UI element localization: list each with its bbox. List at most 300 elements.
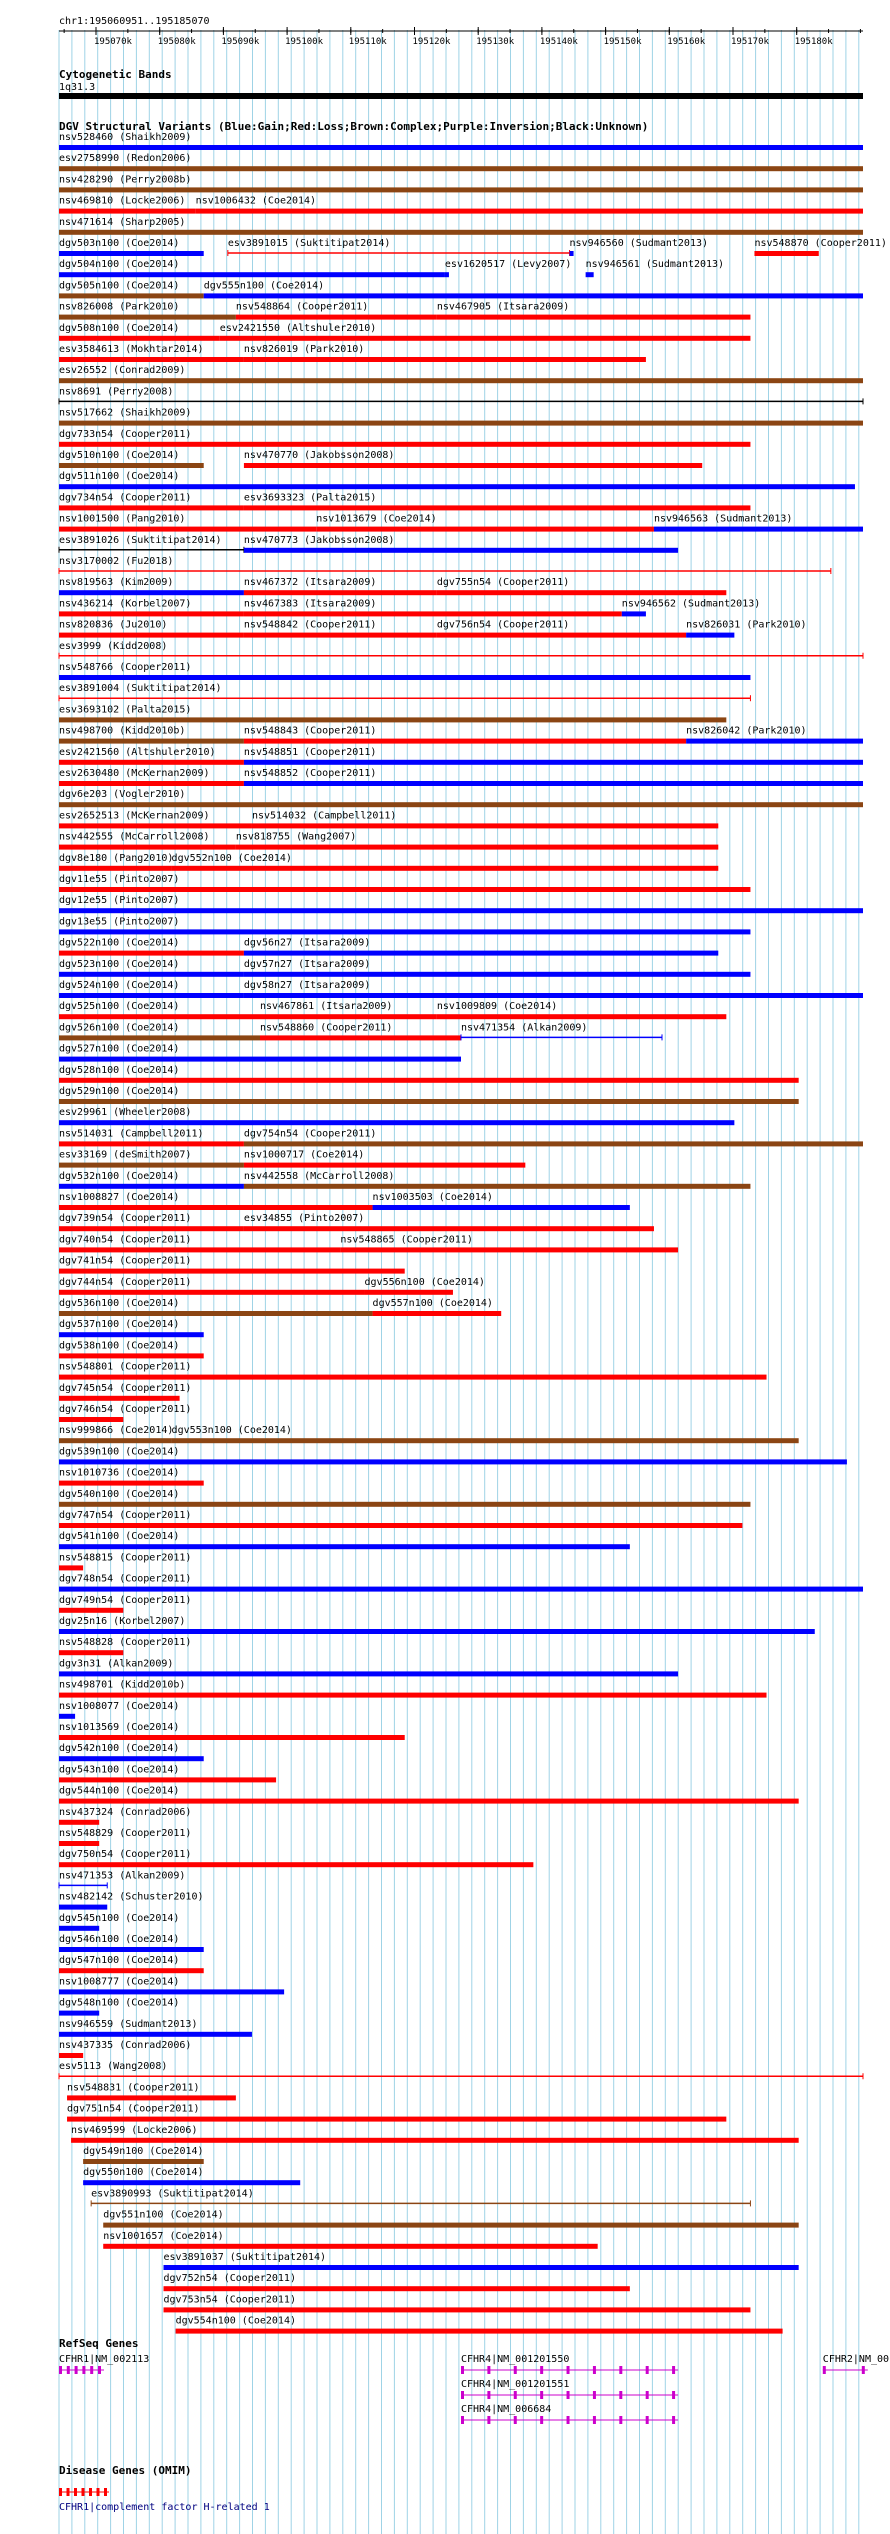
- dgv-variant-label[interactable]: esv3999 (Kidd2008): [59, 640, 168, 652]
- dgv-variant-label[interactable]: dgv747n54 (Cooper2011): [59, 1510, 192, 1521]
- dgv-variant-bar[interactable]: [437, 633, 686, 638]
- dgv-variant-label[interactable]: dgv13e55 (Pinto2007): [59, 916, 180, 928]
- dgv-variant-bar[interactable]: [59, 1565, 83, 1570]
- dgv-variant-bar[interactable]: [59, 1841, 99, 1846]
- dgv-variant-bar[interactable]: [59, 760, 244, 765]
- dgv-variant-bar[interactable]: [244, 951, 718, 956]
- dgv-variant-bar[interactable]: [220, 336, 751, 341]
- dgv-variant-bar[interactable]: [244, 1141, 863, 1146]
- dgv-variant-bar[interactable]: [244, 972, 751, 977]
- dgv-variant-bar[interactable]: [59, 1290, 365, 1295]
- dgv-variant-label[interactable]: nsv1006432 (Coe2014): [195, 195, 317, 207]
- dgv-variant-label[interactable]: dgv511n100 (Coe2014): [59, 471, 180, 483]
- dgv-variant-label[interactable]: nsv1008827 (Coe2014): [59, 1192, 180, 1203]
- dgv-variant-label[interactable]: nsv467861 (Itsara2009): [260, 1001, 393, 1013]
- dgv-variant-label[interactable]: dgv748n54 (Cooper2011): [59, 1573, 192, 1585]
- dgv-variant-bar[interactable]: [59, 1417, 123, 1422]
- dgv-variant-bar[interactable]: [59, 1905, 107, 1910]
- dgv-variant-label[interactable]: nsv946563 (Sudmant2013): [653, 513, 793, 525]
- dgv-variant-label[interactable]: dgv744n54 (Cooper2011): [59, 1276, 192, 1288]
- dgv-variant-label[interactable]: nsv442555 (McCarroll2008): [59, 831, 210, 843]
- dgv-variant-label[interactable]: nsv548829 (Cooper2011): [59, 1828, 192, 1839]
- dgv-variant-label[interactable]: dgv523n100 (Coe2014): [59, 958, 180, 970]
- dgv-variant-label[interactable]: nsv548870 (Cooper2011): [754, 238, 887, 249]
- dgv-variant-bar[interactable]: [59, 1862, 533, 1867]
- dgv-variant-bar[interactable]: [59, 2032, 252, 2037]
- dgv-variant-label[interactable]: dgv525n100 (Coe2014): [59, 1001, 180, 1013]
- dgv-variant-label[interactable]: dgv508n100 (Coe2014): [59, 322, 180, 334]
- dgv-variant-bar[interactable]: [244, 993, 863, 998]
- dgv-variant-bar[interactable]: [59, 1057, 461, 1062]
- dgv-variant-bar[interactable]: [83, 2180, 300, 2185]
- dgv-variant-label[interactable]: nsv946559 (Sudmant2013): [59, 2018, 198, 2030]
- dgv-variant-bar[interactable]: [103, 2223, 798, 2228]
- dgv-variant-label[interactable]: nsv3170002 (Fu2018): [59, 556, 174, 567]
- dgv-variant-bar[interactable]: [340, 1247, 678, 1252]
- dgv-variant-bar[interactable]: [59, 336, 220, 341]
- dgv-variant-label[interactable]: nsv548843 (Cooper2011): [243, 725, 377, 737]
- dgv-variant-label[interactable]: dgv756n54 (Cooper2011): [436, 619, 570, 631]
- dgv-variant-label[interactable]: dgv504n100 (Coe2014): [59, 259, 180, 271]
- dgv-variant-label[interactable]: dgv751n54 (Cooper2011): [67, 2103, 200, 2115]
- dgv-variant-bar[interactable]: [59, 633, 244, 638]
- dgv-variant-bar[interactable]: [59, 272, 445, 277]
- dgv-variant-label[interactable]: nsv498700 (Kidd2010b): [59, 725, 186, 737]
- dgv-variant-label[interactable]: dgv532n100 (Coe2014): [59, 1170, 180, 1182]
- dgv-variant-label[interactable]: dgv56n27 (Itsara2009): [243, 937, 371, 949]
- dgv-variant-bar[interactable]: [176, 2329, 783, 2334]
- dgv-variant-label[interactable]: nsv514032 (Campbell2011): [251, 810, 397, 822]
- dgv-variant-label[interactable]: nsv471614 (Sharp2005): [59, 216, 186, 228]
- dgv-variant-bar[interactable]: [437, 590, 726, 595]
- dgv-variant-label[interactable]: dgv551n100 (Coe2014): [103, 2209, 224, 2221]
- dgv-variant-bar[interactable]: [244, 1184, 751, 1189]
- dgv-variant-label[interactable]: esv29961 (Wheeler2008): [59, 1107, 192, 1119]
- dgv-variant-bar[interactable]: [196, 209, 863, 214]
- dgv-variant-bar[interactable]: [67, 2095, 236, 2100]
- dgv-variant-label[interactable]: nsv436214 (Korbel2007): [59, 598, 192, 610]
- dgv-variant-bar[interactable]: [59, 590, 244, 595]
- dgv-variant-label[interactable]: nsv437335 (Conrad2006): [59, 2040, 192, 2051]
- dgv-variant-bar[interactable]: [59, 1099, 799, 1104]
- dgv-variant-bar[interactable]: [59, 845, 236, 850]
- dgv-variant-bar[interactable]: [59, 866, 172, 871]
- dgv-variant-bar[interactable]: [437, 315, 751, 320]
- dgv-variant-bar[interactable]: [244, 548, 678, 553]
- dgv-variant-label[interactable]: dgv749n54 (Cooper2011): [59, 1594, 192, 1606]
- dgv-variant-label[interactable]: esv1620517 (Levy2007): [444, 259, 572, 271]
- dgv-variant-bar[interactable]: [59, 1544, 630, 1549]
- dgv-variant-label[interactable]: nsv826019 (Park2010): [243, 344, 365, 355]
- dgv-variant-bar[interactable]: [59, 484, 855, 489]
- dgv-variant-label[interactable]: dgv549n100 (Coe2014): [83, 2146, 204, 2157]
- dgv-variant-bar[interactable]: [59, 251, 204, 256]
- dgv-variant-bar[interactable]: [59, 1163, 244, 1168]
- dgv-variant-label[interactable]: dgv3n31 (Alkan2009): [59, 1658, 174, 1670]
- dgv-variant-bar[interactable]: [59, 378, 863, 383]
- dgv-variant-label[interactable]: nsv818755 (Wang2007): [235, 831, 357, 843]
- dgv-variant-label[interactable]: dgv755n54 (Cooper2011): [436, 577, 570, 589]
- dgv-variant-label[interactable]: dgv539n100 (Coe2014): [59, 1446, 180, 1458]
- dgv-variant-bar[interactable]: [59, 442, 750, 447]
- dgv-variant-bar[interactable]: [59, 505, 244, 510]
- dgv-variant-bar[interactable]: [172, 1438, 799, 1443]
- dgv-variant-label[interactable]: dgv537n100 (Coe2014): [59, 1319, 180, 1331]
- dgv-variant-label[interactable]: dgv740n54 (Cooper2011): [59, 1234, 192, 1246]
- dgv-variant-label[interactable]: esv2652513 (McKernan2009): [59, 810, 210, 822]
- dgv-variant-bar[interactable]: [59, 1735, 405, 1740]
- dgv-variant-label[interactable]: nsv471353 (Alkan2009): [59, 1870, 186, 1882]
- dgv-variant-label[interactable]: nsv517662 (Shaikh2009): [59, 407, 192, 419]
- dgv-variant-label[interactable]: dgv57n27 (Itsara2009): [243, 958, 371, 970]
- dgv-variant-label[interactable]: nsv482142 (Schuster2010): [59, 1891, 204, 1903]
- dgv-variant-bar[interactable]: [654, 527, 863, 532]
- dgv-variant-label[interactable]: nsv528460 (Shaikh2009): [59, 132, 192, 143]
- dgv-variant-bar[interactable]: [260, 1035, 461, 1040]
- dgv-variant-bar[interactable]: [59, 887, 750, 892]
- dgv-variant-bar[interactable]: [59, 1205, 373, 1210]
- dgv-variant-bar[interactable]: [59, 1629, 815, 1634]
- dgv-variant-bar[interactable]: [59, 463, 204, 468]
- dgv-variant-label[interactable]: esv3891004 (Suktitipat2014): [59, 683, 222, 695]
- dgv-variant-label[interactable]: esv26552 (Conrad2009): [59, 365, 186, 377]
- dgv-variant-bar[interactable]: [59, 1311, 373, 1316]
- dgv-variant-label[interactable]: nsv826031 (Park2010): [686, 619, 807, 631]
- dgv-variant-label[interactable]: dgv746n54 (Cooper2011): [59, 1404, 192, 1415]
- dgv-variant-label[interactable]: nsv442558 (McCarroll2008): [243, 1170, 395, 1182]
- dgv-variant-bar[interactable]: [59, 1587, 863, 1592]
- dgv-variant-label[interactable]: nsv548766 (Cooper2011): [59, 662, 192, 673]
- dgv-variant-label[interactable]: esv34855 (Pinto2007): [243, 1213, 365, 1225]
- dgv-variant-label[interactable]: dgv553n100 (Coe2014): [171, 1425, 292, 1437]
- dgv-variant-label[interactable]: nsv946560 (Sudmant2013): [569, 238, 709, 249]
- dgv-variant-label[interactable]: dgv548n100 (Coe2014): [59, 1997, 180, 2009]
- cytoband-bar[interactable]: [59, 93, 863, 99]
- dgv-variant-label[interactable]: nsv469599 (Locke2006): [71, 2124, 198, 2136]
- dgv-variant-label[interactable]: dgv505n100 (Coe2014): [59, 280, 180, 292]
- dgv-variant-label[interactable]: dgv750n54 (Cooper2011): [59, 1849, 192, 1861]
- dgv-variant-label[interactable]: esv3693323 (Palta2015): [243, 492, 377, 504]
- dgv-variant-bar[interactable]: [59, 145, 863, 150]
- dgv-variant-label[interactable]: dgv745n54 (Cooper2011): [59, 1382, 192, 1394]
- dgv-variant-label[interactable]: dgv543n100 (Coe2014): [59, 1764, 180, 1776]
- dgv-variant-label[interactable]: dgv510n100 (Coe2014): [59, 450, 180, 461]
- dgv-variant-label[interactable]: nsv428290 (Perry2008b): [59, 174, 192, 186]
- dgv-variant-label[interactable]: dgv557n100 (Coe2014): [372, 1298, 493, 1309]
- dgv-variant-label[interactable]: nsv1013679 (Coe2014): [316, 513, 437, 525]
- refseq-gene-label[interactable]: CFHR1|NM_002113: [59, 2354, 150, 2365]
- dgv-variant-bar[interactable]: [59, 1608, 123, 1613]
- dgv-variant-label[interactable]: nsv548865 (Cooper2011): [340, 1234, 473, 1246]
- dgv-variant-label[interactable]: dgv555n100 (Coe2014): [203, 280, 325, 292]
- dgv-variant-bar[interactable]: [244, 760, 863, 765]
- dgv-variant-label[interactable]: dgv527n100 (Coe2014): [59, 1043, 180, 1055]
- dgv-variant-bar[interactable]: [59, 209, 196, 214]
- dgv-variant-bar[interactable]: [59, 187, 863, 192]
- dgv-variant-label[interactable]: dgv522n100 (Coe2014): [59, 937, 180, 949]
- dgv-variant-bar[interactable]: [244, 611, 622, 616]
- dgv-variant-bar[interactable]: [59, 1756, 204, 1761]
- refseq-gene-label[interactable]: CFHR2|NM_00: [822, 2354, 890, 2365]
- dgv-variant-label[interactable]: dgv552n100 (Coe2014): [171, 852, 292, 864]
- dgv-variant-bar[interactable]: [59, 2053, 83, 2058]
- dgv-variant-label[interactable]: nsv1010736 (Coe2014): [59, 1467, 180, 1479]
- dgv-variant-bar[interactable]: [67, 2117, 726, 2122]
- dgv-variant-bar[interactable]: [103, 2244, 597, 2249]
- dgv-variant-bar[interactable]: [686, 633, 734, 638]
- dgv-variant-bar[interactable]: [373, 1311, 502, 1316]
- dgv-variant-label[interactable]: dgv58n27 (Itsara2009): [243, 980, 371, 991]
- dgv-variant-label[interactable]: nsv819563 (Kim2009): [59, 577, 174, 589]
- dgv-variant-bar[interactable]: [59, 357, 244, 362]
- dgv-variant-label[interactable]: nsv437324 (Conrad2006): [59, 1806, 192, 1818]
- dgv-variant-bar[interactable]: [59, 823, 252, 828]
- dgv-variant-bar[interactable]: [59, 1481, 204, 1486]
- omim-gene-glyph[interactable]: [59, 2488, 109, 2496]
- dgv-variant-bar[interactable]: [59, 1226, 244, 1231]
- dgv-variant-bar[interactable]: [59, 1184, 244, 1189]
- dgv-variant-label[interactable]: dgv752n54 (Cooper2011): [163, 2273, 296, 2285]
- dgv-variant-bar[interactable]: [252, 823, 718, 828]
- dgv-variant-label[interactable]: esv3891026 (Suktitipat2014): [59, 534, 222, 546]
- dgv-variant-bar[interactable]: [59, 1269, 405, 1274]
- dgv-variant-label[interactable]: dgv556n100 (Coe2014): [364, 1276, 485, 1288]
- dgv-variant-bar[interactable]: [59, 781, 244, 786]
- dgv-variant-label[interactable]: esv2758990 (Redon2006): [59, 153, 192, 165]
- dgv-variant-bar[interactable]: [236, 315, 437, 320]
- dgv-variant-bar[interactable]: [59, 1078, 799, 1083]
- dgv-variant-bar[interactable]: [365, 1290, 453, 1295]
- dgv-variant-bar[interactable]: [59, 1502, 750, 1507]
- dgv-variant-bar[interactable]: [59, 1120, 734, 1125]
- dgv-variant-label[interactable]: dgv741n54 (Cooper2011): [59, 1255, 192, 1267]
- dgv-variant-label[interactable]: dgv542n100 (Coe2014): [59, 1743, 180, 1755]
- dgv-variant-bar[interactable]: [59, 1523, 742, 1528]
- dgv-variant-bar[interactable]: [622, 611, 646, 616]
- dgv-variant-bar[interactable]: [83, 2159, 204, 2164]
- dgv-variant-bar[interactable]: [204, 293, 863, 298]
- dgv-variant-bar[interactable]: [59, 1989, 284, 1994]
- dgv-variant-label[interactable]: dgv540n100 (Coe2014): [59, 1488, 180, 1500]
- dgv-variant-bar[interactable]: [586, 272, 594, 277]
- dgv-variant-label[interactable]: nsv946562 (Sudmant2013): [621, 598, 761, 610]
- dgv-variant-label[interactable]: dgv8e180 (Pang2010): [59, 852, 174, 864]
- dgv-variant-label[interactable]: nsv469810 (Locke2006): [59, 195, 186, 207]
- dgv-variant-label[interactable]: dgv11e55 (Pinto2007): [59, 874, 180, 885]
- dgv-variant-bar[interactable]: [59, 1968, 204, 1973]
- dgv-variant-bar[interactable]: [59, 1671, 678, 1676]
- dgv-variant-bar[interactable]: [59, 929, 750, 934]
- dgv-variant-label[interactable]: nsv999866 (Coe2014): [59, 1425, 174, 1437]
- dgv-variant-bar[interactable]: [59, 1438, 172, 1443]
- dgv-variant-bar[interactable]: [244, 1163, 525, 1168]
- refseq-gene[interactable]: [59, 2354, 149, 2374]
- dgv-variant-bar[interactable]: [59, 1247, 340, 1252]
- dgv-variant-label[interactable]: dgv25n16 (Korbel2007): [59, 1616, 186, 1627]
- dgv-variant-label[interactable]: esv3891015 (Suktitipat2014): [227, 238, 391, 249]
- dgv-variant-label[interactable]: nsv467383 (Itsara2009): [243, 598, 377, 610]
- dgv-variant-label[interactable]: nsv498701 (Kidd2010b): [59, 1679, 186, 1691]
- dgv-variant-label[interactable]: nsv548815 (Cooper2011): [59, 1552, 192, 1564]
- dgv-variant-label[interactable]: dgv538n100 (Coe2014): [59, 1340, 180, 1352]
- dgv-variant-bar[interactable]: [59, 1777, 276, 1782]
- dgv-variant-label[interactable]: nsv1003503 (Coe2014): [372, 1192, 493, 1203]
- dgv-variant-bar[interactable]: [59, 1375, 767, 1380]
- dgv-variant-bar[interactable]: [59, 951, 244, 956]
- dgv-variant-label[interactable]: esv2421560 (Altshuler2010): [59, 746, 216, 758]
- dgv-variant-bar[interactable]: [59, 1926, 99, 1931]
- dgv-variant-label[interactable]: dgv754n54 (Cooper2011): [243, 1128, 377, 1140]
- dgv-variant-label[interactable]: dgv544n100 (Coe2014): [59, 1785, 180, 1797]
- dgv-variant-bar[interactable]: [570, 251, 574, 256]
- dgv-variant-bar[interactable]: [373, 1205, 630, 1210]
- refseq-gene[interactable]: [461, 2404, 678, 2424]
- dgv-variant-label[interactable]: nsv8691 (Perry2008): [59, 386, 174, 398]
- dgv-variant-label[interactable]: nsv1008777 (Coe2014): [59, 1976, 180, 1988]
- dgv-variant-bar[interactable]: [59, 1693, 767, 1698]
- dgv-variant-bar[interactable]: [59, 1141, 244, 1146]
- dgv-variant-label[interactable]: esv3584613 (Mokhtar2014): [59, 344, 204, 355]
- dgv-variant-label[interactable]: nsv1001657 (Coe2014): [103, 2230, 224, 2242]
- dgv-variant-bar[interactable]: [71, 2138, 799, 2143]
- dgv-variant-bar[interactable]: [59, 230, 863, 235]
- dgv-variant-label[interactable]: esv3891037 (Suktitipat2014): [163, 2252, 327, 2263]
- dgv-variant-label[interactable]: nsv467372 (Itsara2009): [243, 577, 377, 589]
- dgv-variant-label[interactable]: nsv548860 (Cooper2011): [260, 1022, 393, 1034]
- dgv-variant-label[interactable]: nsv548852 (Cooper2011): [243, 768, 377, 779]
- dgv-variant-label[interactable]: nsv1009809 (Coe2014): [436, 1001, 558, 1013]
- dgv-variant-label[interactable]: nsv826042 (Park2010): [686, 725, 807, 737]
- dgv-variant-label[interactable]: dgv734n54 (Cooper2011): [59, 492, 192, 504]
- dgv-variant-label[interactable]: dgv546n100 (Coe2014): [59, 1934, 180, 1945]
- dgv-variant-bar[interactable]: [164, 2307, 751, 2312]
- dgv-variant-bar[interactable]: [260, 1014, 437, 1019]
- dgv-variant-bar[interactable]: [59, 1947, 204, 1952]
- refseq-gene[interactable]: [461, 2354, 678, 2374]
- dgv-variant-label[interactable]: esv3890993 (Suktitipat2014): [91, 2188, 254, 2200]
- dgv-variant-label[interactable]: dgv524n100 (Coe2014): [59, 980, 180, 991]
- dgv-variant-bar[interactable]: [59, 1035, 260, 1040]
- dgv-variant-label[interactable]: dgv554n100 (Coe2014): [175, 2315, 297, 2327]
- dgv-variant-label[interactable]: esv2630480 (McKernan2009): [59, 768, 210, 779]
- dgv-variant-bar[interactable]: [172, 866, 719, 871]
- dgv-variant-label[interactable]: dgv541n100 (Coe2014): [59, 1531, 180, 1543]
- dgv-variant-bar[interactable]: [59, 1332, 204, 1337]
- dgv-variant-label[interactable]: dgv526n100 (Coe2014): [59, 1022, 180, 1034]
- dgv-variant-bar[interactable]: [244, 1226, 654, 1231]
- dgv-variant-bar[interactable]: [244, 463, 702, 468]
- dgv-variant-label[interactable]: dgv503n100 (Coe2014): [59, 238, 180, 249]
- dgv-variant-bar[interactable]: [437, 1014, 726, 1019]
- dgv-variant-label[interactable]: nsv1000717 (Coe2014): [243, 1149, 365, 1161]
- refseq-gene-label[interactable]: CFHR4|NM_001201550: [461, 2354, 570, 2365]
- dgv-variant-label[interactable]: nsv1001500 (Pang2010): [59, 513, 186, 525]
- dgv-variant-bar[interactable]: [59, 1014, 260, 1019]
- dgv-variant-bar[interactable]: [59, 1353, 204, 1358]
- dgv-variant-label[interactable]: nsv548842 (Cooper2011): [243, 619, 377, 631]
- dgv-variant-label[interactable]: nsv820836 (Ju2010): [59, 619, 168, 631]
- dgv-variant-bar[interactable]: [59, 1820, 99, 1825]
- dgv-variant-label[interactable]: nsv470770 (Jakobsson2008): [243, 450, 395, 461]
- dgv-variant-label[interactable]: nsv470773 (Jakobsson2008): [243, 534, 395, 546]
- dgv-variant-bar[interactable]: [244, 357, 646, 362]
- dgv-variant-bar[interactable]: [59, 2011, 99, 2016]
- dgv-variant-label[interactable]: dgv733n54 (Cooper2011): [59, 428, 192, 440]
- dgv-variant-bar[interactable]: [164, 2265, 799, 2270]
- dgv-variant-label[interactable]: esv3693102 (Palta2015): [59, 704, 192, 716]
- dgv-variant-label[interactable]: nsv548831 (Cooper2011): [67, 2082, 200, 2094]
- dgv-variant-bar[interactable]: [59, 993, 244, 998]
- dgv-variant-label[interactable]: esv2421550 (Altshuler2010): [219, 322, 377, 334]
- dgv-variant-bar[interactable]: [59, 1396, 180, 1401]
- omim-gene-label[interactable]: CFHR1|complement factor H-related 1: [59, 2502, 270, 2513]
- dgv-variant-bar[interactable]: [244, 781, 863, 786]
- dgv-variant-bar[interactable]: [59, 293, 204, 298]
- dgv-variant-bar[interactable]: [59, 739, 244, 744]
- dgv-variant-label[interactable]: nsv1013569 (Coe2014): [59, 1722, 180, 1733]
- dgv-variant-bar[interactable]: [59, 972, 244, 977]
- dgv-variant-label[interactable]: nsv471354 (Alkan2009): [461, 1022, 588, 1034]
- dgv-variant-label[interactable]: nsv548864 (Cooper2011): [235, 301, 369, 313]
- dgv-variant-label[interactable]: esv33169 (deSmith2007): [59, 1149, 192, 1161]
- dgv-variant-label[interactable]: nsv946561 (Sudmant2013): [585, 259, 725, 271]
- dgv-variant-bar[interactable]: [686, 739, 863, 744]
- refseq-gene-label[interactable]: CFHR4|NM_006684: [461, 2404, 552, 2415]
- dgv-variant-bar[interactable]: [164, 2286, 630, 2291]
- dgv-variant-bar[interactable]: [59, 1459, 847, 1464]
- dgv-variant-bar[interactable]: [59, 527, 316, 532]
- refseq-gene[interactable]: [461, 2379, 678, 2399]
- dgv-variant-bar[interactable]: [244, 633, 437, 638]
- dgv-variant-bar[interactable]: [244, 590, 437, 595]
- dgv-variant-bar[interactable]: [59, 1714, 75, 1719]
- dgv-variant-bar[interactable]: [59, 166, 863, 171]
- dgv-variant-bar[interactable]: [59, 717, 726, 722]
- dgv-variant-label[interactable]: nsv826008 (Park2010): [59, 301, 180, 313]
- dgv-variant-label[interactable]: nsv548828 (Cooper2011): [59, 1637, 192, 1649]
- dgv-variant-bar[interactable]: [59, 802, 863, 807]
- dgv-variant-label[interactable]: dgv739n54 (Cooper2011): [59, 1213, 192, 1225]
- dgv-variant-label[interactable]: nsv548801 (Cooper2011): [59, 1361, 192, 1373]
- dgv-variant-label[interactable]: nsv514031 (Campbell2011): [59, 1128, 204, 1140]
- dgv-variant-bar[interactable]: [244, 505, 751, 510]
- dgv-variant-label[interactable]: esv5113 (Wang2008): [59, 2061, 168, 2073]
- dgv-variant-bar[interactable]: [244, 739, 686, 744]
- dgv-variant-bar[interactable]: [754, 251, 818, 256]
- dgv-variant-bar[interactable]: [445, 272, 449, 277]
- dgv-variant-label[interactable]: dgv547n100 (Coe2014): [59, 1955, 180, 1967]
- dgv-variant-bar[interactable]: [59, 611, 244, 616]
- dgv-variant-bar[interactable]: [59, 908, 863, 913]
- dgv-variant-label[interactable]: nsv548851 (Cooper2011): [243, 746, 377, 758]
- dgv-variant-label[interactable]: nsv467905 (Itsara2009): [436, 301, 570, 313]
- dgv-variant-bar[interactable]: [59, 1799, 799, 1804]
- dgv-variant-bar[interactable]: [59, 1650, 123, 1655]
- dgv-variant-bar[interactable]: [59, 421, 863, 426]
- dgv-variant-label[interactable]: dgv753n54 (Cooper2011): [163, 2294, 296, 2306]
- dgv-variant-label[interactable]: dgv550n100 (Coe2014): [83, 2167, 204, 2179]
- dgv-variant-bar[interactable]: [59, 675, 750, 680]
- dgv-variant-label[interactable]: dgv536n100 (Coe2014): [59, 1298, 180, 1309]
- dgv-variant-bar[interactable]: [316, 527, 654, 532]
- dgv-variant-label[interactable]: dgv545n100 (Coe2014): [59, 1912, 180, 1924]
- dgv-variant-bar[interactable]: [59, 315, 236, 320]
- dgv-variant-label[interactable]: dgv529n100 (Coe2014): [59, 1086, 180, 1097]
- dgv-variant-label[interactable]: dgv12e55 (Pinto2007): [59, 895, 180, 907]
- dgv-variant-label[interactable]: dgv6e203 (Vogler2010): [59, 789, 186, 801]
- dgv-variant-label[interactable]: dgv528n100 (Coe2014): [59, 1064, 180, 1076]
- dgv-variant-bar[interactable]: [236, 845, 718, 850]
